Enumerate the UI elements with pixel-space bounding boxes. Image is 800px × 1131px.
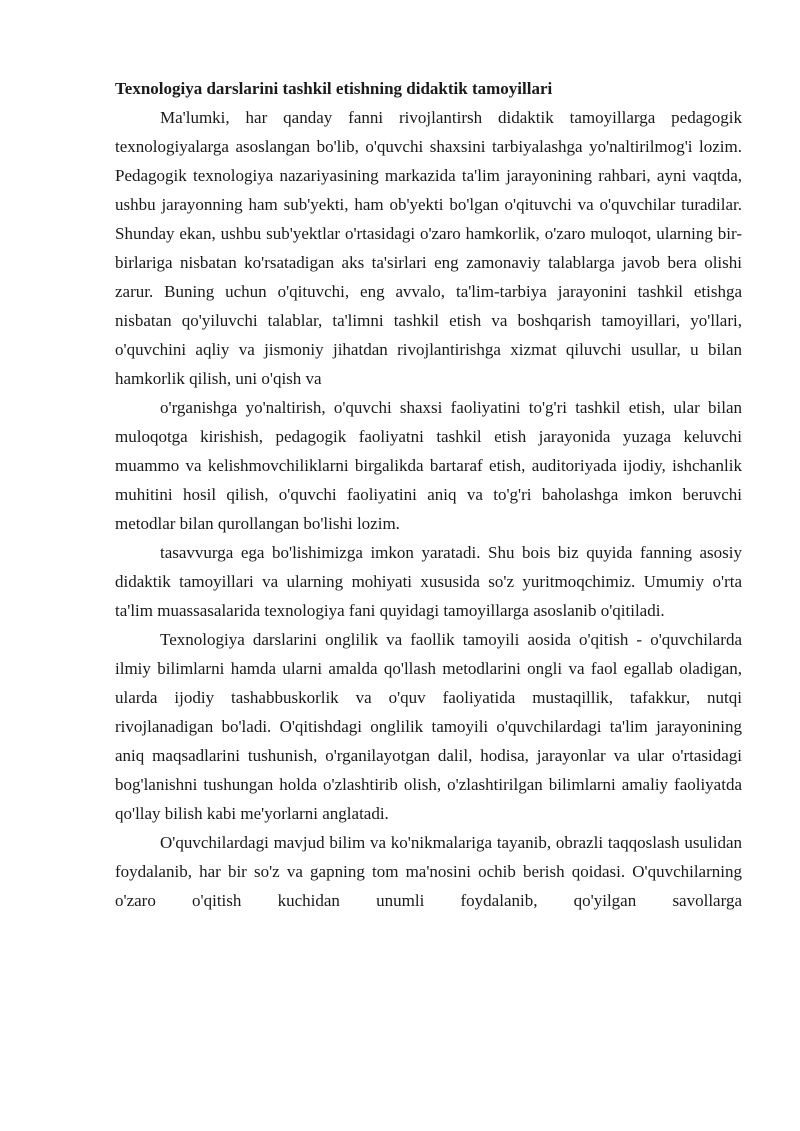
document-page: [115, 74, 742, 915]
paragraph-1: Ma'lumki, har qanday fanni rivojlantirsh didaktik tamoyillarga pedagogik texnologiyalarga asoslangan bo'lib, o'quvchi shaxsini tarbiyalashga yo'naltirilmog'i lozim. Pedagogik texnologiya nazariyasining markazida ta'lim jarayonining rahbari, ayni vaqtda, ushbu jarayonning ham sub'yekti, ham ob'yekti bo'lgan o'qituvchi va o'quvchilar turadilar. Shunday ekan, ushbu sub'yektlar o'rtasidagi o'zaro hamkorlik, o'zaro muloqot, ularning bir-birlariga nisbatan ko'rsatadigan aks ta'sirlari eng zamonaviy talablarga javob bera olishi zarur. Buning uchun o'qituvchi, eng avvalo, ta'lim-tarbiya jarayonini tashkil etishga nisbatan qo'yiluvchi talablar, ta'limni tashkil etish va boshqarish tamoyillari, yo'llari, o'quvchini aqliy va jismoniy jihatdan rivojlantirishga xizmat qiluvchi usullar, u bilan hamkorlik qilish, uni o'qish va: [115, 108, 742, 388]
paragraph-5: O'quvchilardagi mavjud bilim va ko'nikmalariga tayanib, obrazli taqqoslash usulidan foydalanib, har bir so'z va gapning tom ma'nosini ochib berish qoidasi. O'quvchilarning o'zaro o'qitish kuchidan unumli foydalanib, qo'yilgan savollarga: [115, 833, 742, 910]
paragraph-3: tasavvurga ega bo'lishimizga imkon yaratadi. Shu bois biz quyida fanning asosiy didaktik tamoyillari va ularning mohiyati xususida so'z yuritmoqchimiz. Umumiy o'rta ta'lim muassasalarida texnologiya fani quyidagi tamoyillarga asoslanib o'qitiladi.: [115, 543, 742, 620]
paragraph-4: Texnologiya darslarini onglilik va faollik tamoyili aosida o'qitish - o'quvchilarda ilmiy bilimlarni hamda ularni amalda qo'llash metodlarini ongli va faol egallab oladigan, ularda ijodiy tashabbuskorlik va o'quv faoliyatida mustaqillik, tafakkur, nutqi rivojlanadigan bo'ladi. O'qitishdagi onglilik tamoyili o'quvchilardagi ta'lim jarayonining aniq maqsadlarini tushunish, o'rganilayotgan dalil, hodisa, jarayonlar va ular o'rtasidagi bog'lanishni tushungan holda o'zlashtirib olish, o'zlashtirilgan bilimlarni amaliy faoliyatda qo'llay bilish kabi me'yorlarni anglatadi.: [115, 630, 742, 823]
paragraph-2: o'rganishga yo'naltirish, o'quvchi shaxsi faoliyatini to'g'ri tashkil etish, ular bilan muloqotga kirishish, pedagogik faoliyatni tashkil etish jarayonida yuzaga keluvchi muammo va kelishmovchiliklarni birgalikda bartaraf etish, auditoriyada ijodiy, ishchanlik muhitini hosil qilish, o'quvchi faoliyatini aniq va to'g'ri baholashga imkon beruvchi metodlar bilan qurollangan bo'lishi lozim.: [115, 398, 742, 533]
document-title: Texnologiya darslarini tashkil etishning didaktik tamoyillari: [115, 79, 553, 98]
